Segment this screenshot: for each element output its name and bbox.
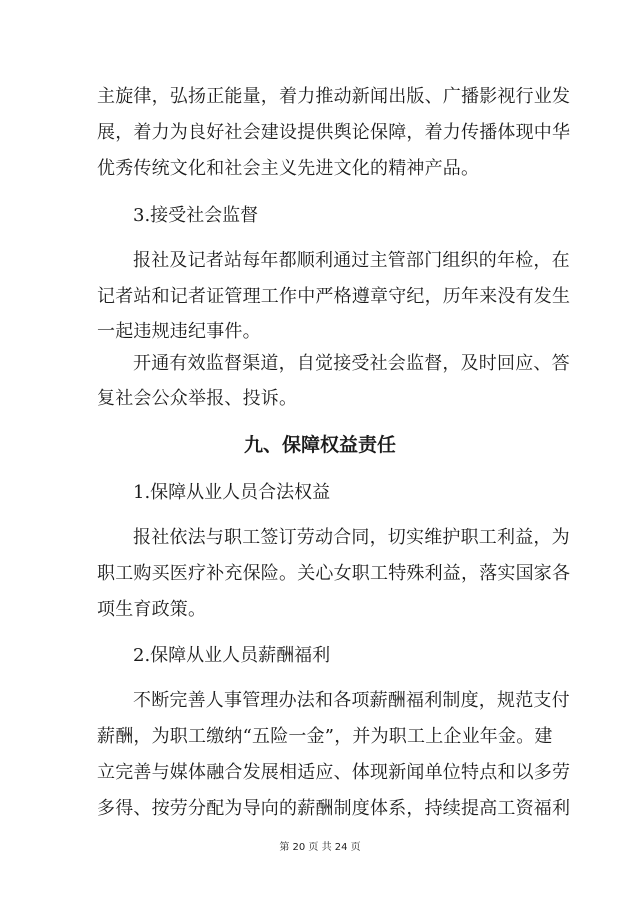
paragraph-line: 主旋律，弘扬正能量，着力推动新闻出版、广播影视行业发 [97, 86, 571, 107]
paragraph-line: 复社会公众举报、投诉。 [97, 388, 298, 409]
subsection-heading: 1.保障从业人员合法权益 [133, 482, 331, 503]
paragraph-line: 展，着力为良好社会建设提供舆论保障，着力传播体现中华 [97, 122, 571, 143]
item-heading: 3.接受社会监督 [133, 205, 259, 226]
subsection-heading: 2.保障从业人员薪酬福利 [133, 645, 331, 666]
paragraph-line: 优秀传统文化和社会主义先进文化的精神产品。 [97, 158, 480, 179]
paragraph-line: 一起违规违纪事件。 [97, 321, 261, 342]
paragraph-line: 不断完善人事管理办法和各项薪酬福利制度，规范支付 [133, 690, 570, 711]
paragraph-line: 报社及记者站每年都顺利通过主管部门组织的年检，在 [133, 250, 570, 271]
paragraph-line: 报社依法与职工签订劳动合同，切实维护职工利益，为 [133, 527, 570, 548]
paragraph-line: 多得、按劳分配为导向的薪酬制度体系，持续提高工资福利 [97, 798, 571, 819]
page-number-footer: 第 20 页 共 24 页 [279, 842, 361, 853]
paragraph-line: 职工购买医疗补充保险。关心女职工特殊利益，落实国家各 [97, 563, 571, 584]
section-heading: 九、保障权益责任 [243, 434, 396, 456]
paragraph-line: 薪酬，为职工缴纳“五险一金”，并为职工上企业年金。建 [97, 726, 553, 747]
paragraph-line: 项生育政策。 [97, 599, 207, 620]
paragraph-line: 开通有效监督渠道，自觉接受社会监督，及时回应、答 [133, 353, 570, 374]
paragraph-line: 记者站和记者证管理工作中严格遵章守纪，历年来没有发生 [97, 286, 571, 307]
paragraph-line: 立完善与媒体融合发展相适应、体现新闻单位特点和以多劳 [97, 762, 571, 783]
